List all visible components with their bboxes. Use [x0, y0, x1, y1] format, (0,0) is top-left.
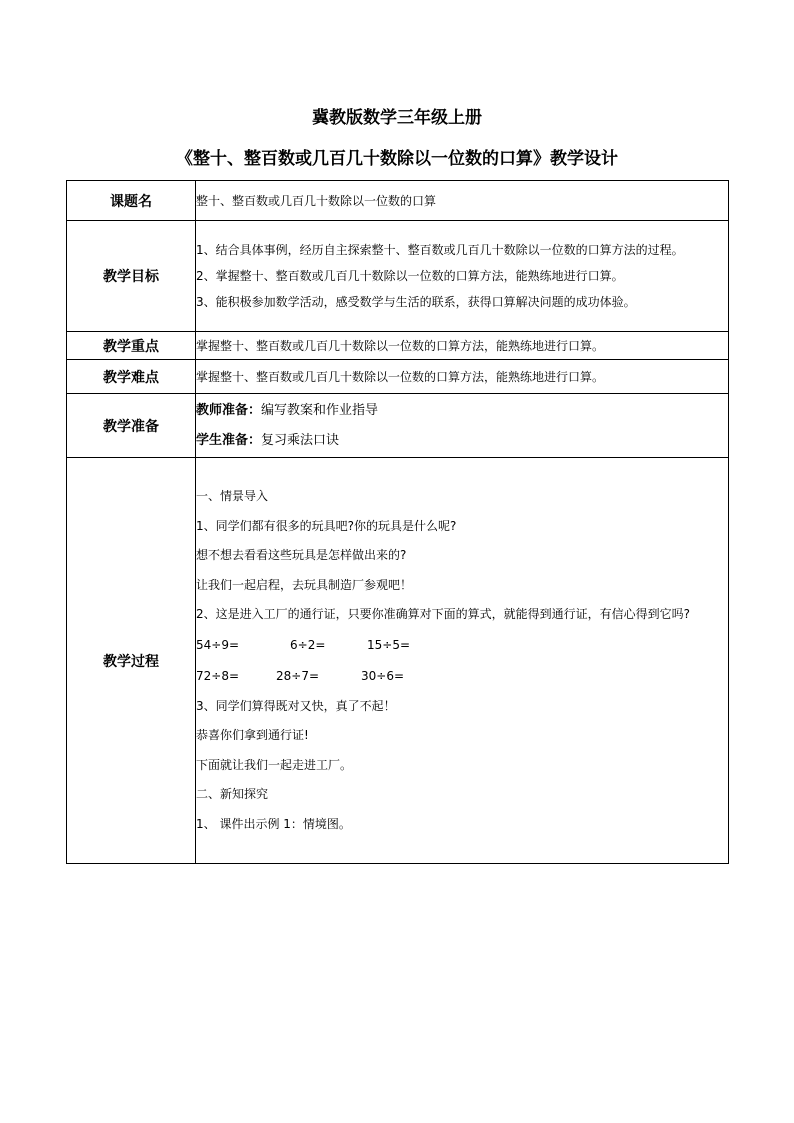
goal-item: 3、能积极参加数学活动，感受数学与生活的联系，获得口算解决问题的成功体验。 — [196, 295, 636, 309]
goal-item: 2、掌握整十、整百数或几百几十数除以一位数的口算方法，能熟练地进行口算。 — [196, 269, 624, 283]
expression: 15÷5= — [367, 637, 411, 652]
process-text: 让我们一起启程，去玩具制造厂参观吧！ — [196, 577, 413, 592]
process-text: 恭喜你们拿到通行证! — [196, 728, 309, 742]
expression: 28÷7= — [276, 668, 320, 683]
goals-content — [196, 221, 729, 332]
table-row-topic — [67, 181, 729, 221]
section-title: 二、新知探究 — [196, 787, 269, 801]
lesson-plan-table — [66, 180, 729, 864]
key-points-label: 教学重点 — [67, 332, 196, 360]
preparation-label: 教学准备 — [67, 394, 196, 458]
process-text: 1、同学们都有很多的玩具吧?你的玩具是什么呢? — [196, 518, 457, 533]
teacher-preparation-value: 编写教案和作业指导 — [261, 402, 379, 418]
key-points-value: 掌握整十、整百数或几百几十数除以一位数的口算方法，能熟练地进行口算。 — [196, 332, 729, 360]
table-row-process — [67, 458, 729, 864]
document-title: 冀教版数学三年级上册 — [312, 108, 482, 128]
goal-item: 1、结合具体事例，经历自主探索整十、整百数或几百几十数除以一位数的口算方法的过程。 — [196, 243, 684, 257]
table-row-key-points — [67, 332, 729, 360]
table-row-goals — [67, 221, 729, 332]
expression-row — [196, 630, 728, 661]
expression: 6÷2= — [290, 637, 326, 652]
preparation-content — [196, 394, 729, 458]
expression: 54÷9= — [196, 637, 240, 652]
process-text: 3、同学们算得既对又快，真了不起！ — [196, 698, 396, 713]
table-row-preparation — [67, 394, 729, 458]
difficulties-label: 教学难点 — [67, 360, 196, 394]
goals-label: 教学目标 — [67, 221, 196, 332]
expression-row — [196, 661, 728, 692]
topic-label: 课题名 — [67, 181, 196, 221]
process-text: 想不想去看看这些玩具是怎样做出来的? — [196, 548, 407, 562]
expression: 72÷8= — [196, 668, 240, 683]
table-row-difficulties — [67, 360, 729, 394]
process-content — [196, 458, 729, 864]
section-title: 一、情景导入 — [196, 489, 269, 503]
teacher-preparation-label: 教师准备： — [196, 402, 262, 418]
process-text: 1、 课件出示例 1：情境图。 — [196, 816, 351, 831]
topic-value: 整十、整百数或几百几十数除以一位数的口算 — [196, 181, 729, 221]
expression: 30÷6= — [361, 668, 405, 683]
process-text: 下面就让我们一起走进工厂。 — [196, 757, 353, 772]
student-preparation-label: 学生准备： — [196, 432, 262, 448]
student-preparation-value: 复习乘法口诀 — [261, 432, 340, 448]
lesson-title: 《整十、整百数或几百几十数除以一位数的口算》教学设计 — [176, 149, 618, 169]
process-label: 教学过程 — [67, 458, 196, 864]
student-preparation — [196, 426, 728, 456]
teacher-preparation — [196, 396, 728, 426]
process-text: 2、这是进入工厂的通行证，只要你准确算对下面的算式，就能得到通行证，有信心得到它吗? — [196, 607, 691, 621]
difficulties-value: 掌握整十、整百数或几百几十数除以一位数的口算方法，能熟练地进行口算。 — [196, 360, 729, 394]
